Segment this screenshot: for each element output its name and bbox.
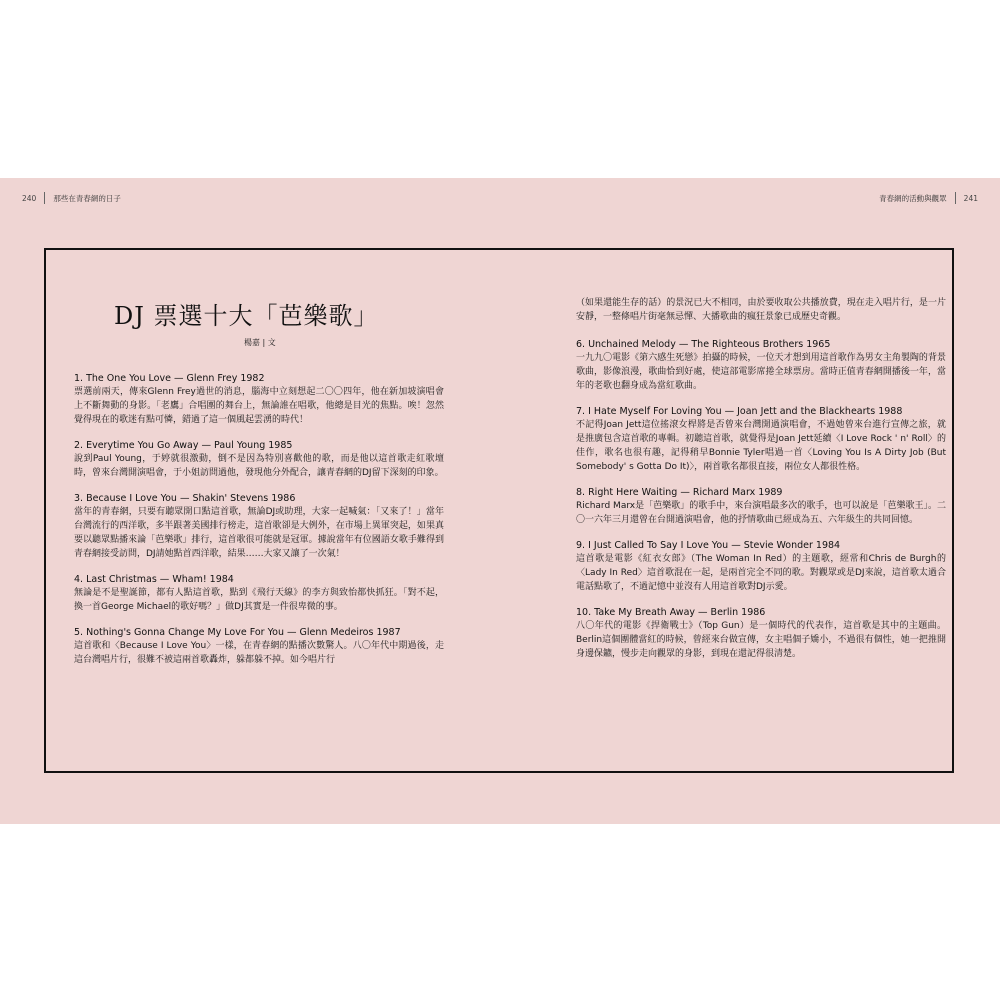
song-heading: 4. Last Christmas — Wham! 1984 (74, 574, 234, 585)
song-heading: 6. Unchained Melody — The Righteous Brothers 1965 (576, 339, 831, 350)
header-divider (44, 192, 45, 204)
song-description: 不記得Joan Jett這位搖滾女桿將是否曾來台灣開過演唱會，不過她曾來台進行宣傳之旅，就是推廣包含這首歌的專輯。初聽這首歌，就覺得是Joan Jett延續〈I Love Rock ' n' Roll〉的佳作，歌名也很有趣，記得稍早Bonnie Tyler唱過一首〈Loving You Is A Dirty Job (But Somebody' s Gotta Do It)〉，兩首歌名都很直接，兩位女人都很性格。 (576, 420, 946, 472)
right-page-number: 241 (963, 193, 978, 203)
right-column (576, 250, 946, 673)
right-header-title: 青春網的活動與觀眾 (879, 193, 947, 203)
song-entry (576, 486, 946, 527)
song-description: 當年的青春網，只要有聽眾開口點這首歌，無論DJ或助理，大家一起喊氣：「又來了！」當年台灣流行的西洋歌，多半跟著美國排行榜走，這首歌卻是大例外，在市場上異軍突起，如果真要以聽眾點播來論「芭樂歌」排行，這首歌很可能就是冠軍。據說當年有位國語女歌手難得到青春網接受訪問，DJ請她點首西洋歌，結果……大家又讓了一次氣！ (74, 507, 444, 559)
song-description: 無論是不是聖誕節，都有人點這首歌，點到《飛行天線》的李方與致怡都快抓狂。「對不起，換一首George Michael的歌好嗎？」做DJ其實是一件很卑微的事。 (74, 588, 444, 612)
song-entry (576, 405, 946, 474)
song-entry (74, 573, 444, 614)
song-heading: 8. Right Here Waiting — Richard Marx 1989 (576, 487, 783, 498)
song-heading: 3. Because I Love You — Shakin' Stevens 1986 (74, 493, 296, 504)
song-description: 票選前兩天，傳來Glenn Frey過世的消息，腦海中立刻想起二〇〇四年，他在新加坡演唱會上不斷舞動的身影。「老鷹」合唱團的舞台上，無論誰在唱歌，他總是目光的焦點。唉！忽然覺得現在的歌迷有點可憐，錯過了這一個風起雲湧的時代！ (74, 387, 444, 425)
right-running-header (879, 192, 978, 204)
article-frame (44, 248, 954, 773)
article-author: 楊嘉 | 文 (244, 338, 276, 347)
article-title: DJ 票選十大「芭樂歌」 (114, 302, 379, 330)
song-description: 八〇年代的電影《捍衛戰士》（Top Gun）是一個時代的代表作，這首歌是其中的主題曲。Berlin這個團體當紅的時候，曾經來台做宣傳，女主唱個子嬌小，不過很有個性，她一把推開身邊保鑣，慢步走向觀眾的身影，到現在還記得很清楚。 (576, 621, 946, 659)
song-heading: 2. Everytime You Go Away — Paul Young 1985 (74, 440, 293, 451)
header-divider (955, 192, 956, 204)
song-description: 這首歌和〈Because I Love You〉一樣，在青春網的點播次數驚人。八〇年代中期過後，走這台灣唱片行，很難不被這兩首歌轟炸，躲都躲不掉。如今唱片行 (74, 641, 444, 665)
song-entry (74, 626, 444, 667)
song-heading: 7. I Hate Myself For Loving You — Joan Jett and the Blackhearts 1988 (576, 406, 903, 417)
song-heading: 10. Take My Breath Away — Berlin 1986 (576, 607, 766, 618)
right-entries (576, 296, 946, 661)
song-entry (74, 439, 444, 480)
left-column (74, 250, 444, 679)
left-page-number: 240 (22, 193, 37, 203)
song-description: 一九九〇電影《第六感生死戀》拍攝的時候，一位天才想到用這首歌作為男女主角製陶的背景歌曲，影像浪漫，歌曲恰到好處，使這部電影席捲全球票房。當時正值青春網開播後一年，當年的老歌也翻身成為當紅歌曲。 (576, 353, 946, 391)
left-entries (74, 372, 444, 667)
song-description: 說到Paul Young，于婷就很激動，倒不是因為特別喜歡他的歌，而是他以這首歌走紅歌壇時，曾來台灣開演唱會，于小姐訪問過他，發現他分外配合，讓青春網的DJ留下深刻的印象。 (74, 454, 444, 478)
left-running-header (22, 192, 121, 204)
song-entry (576, 606, 946, 661)
song-description: Richard Marx是「芭樂歌」的歌手中，來台演唱最多次的歌手，也可以說是「芭樂歌王」。二〇一六年三月還曾在台開過演唱會，他的抒情歌曲已經成為五、六年級生的共同回憶。 (576, 501, 946, 525)
song-entry (576, 338, 946, 393)
song-heading: 5. Nothing's Gonna Change My Love For You — Glenn Medeiros 1987 (74, 627, 401, 638)
continued-paragraph: （如果還能生存的話）的景況已大不相同，由於要收取公共播放費，現在走入唱片行，是一片安靜，一整條唱片街毫無忌憚、大播歌曲的瘋狂景象已成歷史奇觀。 (576, 298, 946, 322)
book-spread (0, 178, 1000, 824)
song-entry (74, 492, 444, 561)
song-heading: 9. I Just Called To Say I Love You — Stevie Wonder 1984 (576, 540, 841, 551)
song-description: 這首歌是電影《紅衣女郎》（The Woman In Red）的主題歌，經常和Chris de Burgh的〈Lady In Red〉這首歌混在一起，是兩首完全不同的歌。對觀眾或是DJ來說，這首歌太過合電話點歌了，不過記憶中並沒有人用這首歌對DJ示愛。 (576, 554, 946, 592)
song-entry (576, 539, 946, 594)
song-entry (74, 372, 444, 427)
left-header-title: 那些在青春網的日子 (53, 193, 121, 203)
song-heading: 1. The One You Love — Glenn Frey 1982 (74, 373, 265, 384)
